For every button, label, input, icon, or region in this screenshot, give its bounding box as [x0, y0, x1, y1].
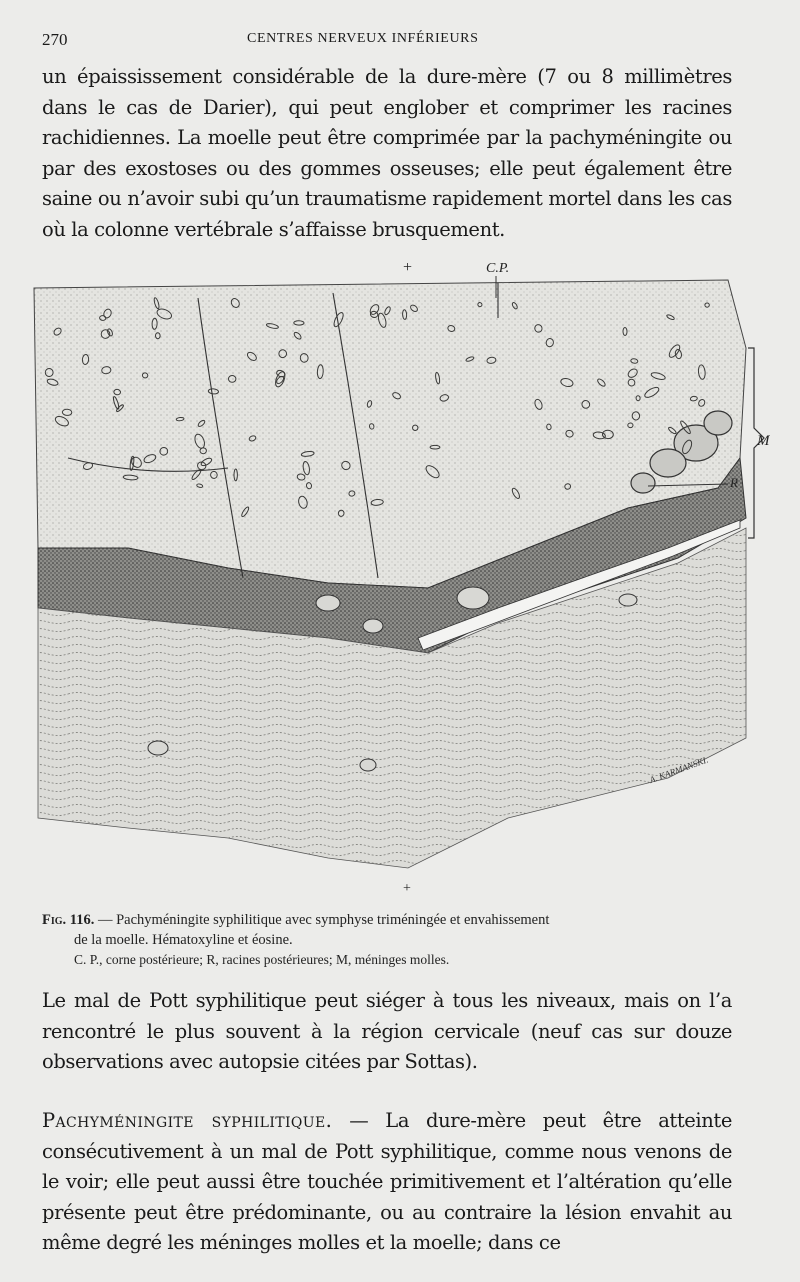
paragraph-top [42, 62, 732, 245]
paragraph-bottom [42, 1106, 732, 1259]
artist-signature: A. KARMANSKI. [648, 754, 710, 785]
label-cp: C.P. [486, 261, 510, 276]
label-cross-bottom: + [403, 881, 411, 896]
caption-legend: C. P., corne postérieure; R, racines postérieures; M, méninges molles. [74, 952, 450, 967]
figure-caption [42, 910, 752, 970]
paragraph-text: un épaississement considérable de la dure-mère (7 ou 8 millimètres dans le cas de Darier), qui peut englober et comprimer les racines rachidiennes. La moelle peut être comprimée par la pachyméningite ou par des exostoses ou des gommes osseuses; elle peut également être saine ou n’avoir subi qu’un traumatisme rapidement mortel dans les cas où la colonne vertébrale s’affaisse brusquement. [42, 65, 732, 241]
label-r: R [730, 475, 738, 490]
paragraph-text [42, 1106, 732, 1259]
figure-number: Fig. 116. [42, 912, 95, 928]
histology-figure [28, 258, 770, 898]
caption-line-1 [42, 910, 752, 930]
paragraph-text: Le mal de Pott syphilitique peut siéger à tous les niveaux, mais on l’a rencontré le plus souvent à la région cervicale (neuf cas sur douze observations avec autopsie citées par Sottas). [42, 989, 732, 1073]
section-body: — La dure-mère peut être atteinte consécutivement à un mal de Pott syphilitique, comme nous venons de le voir; elle peut aussi être touchée primitivement et l’altération qu’elle présente peut être prédominante, ou au contraire la lésion envahit au même degré les méninges molles et la moelle; dans ce [42, 1109, 733, 1254]
caption-title: — Pachyméningite syphilitique avec symphyse triméningée et envahissement [94, 912, 550, 928]
running-title: CENTRES NERVEUX INFÉRIEURS [247, 31, 479, 46]
label-cross-top: + [403, 259, 413, 276]
section-heading: Pachyméningite syphilitique. [42, 1109, 333, 1132]
label-m: M [757, 433, 770, 449]
paragraph-middle [42, 986, 732, 1078]
histology-illustration [28, 258, 770, 898]
caption-line-2: de la moelle. Hématoxyline et éosine. [74, 932, 293, 948]
page-header [42, 30, 740, 52]
page-number: 270 [42, 30, 68, 49]
